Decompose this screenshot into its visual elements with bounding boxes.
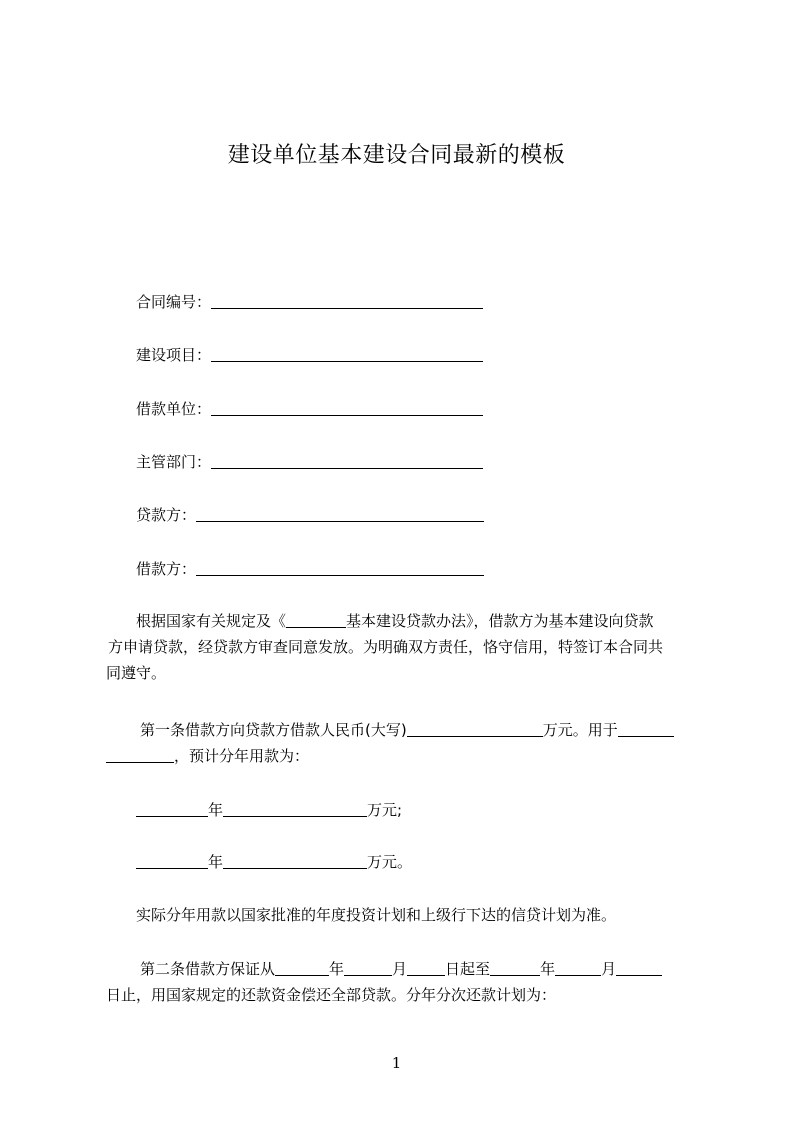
document-title: 建设单位基本建设合同最新的模板: [227, 143, 566, 168]
field-blank: [196, 561, 484, 576]
field-lender: [136, 505, 484, 525]
article-1-text-1: 第一条借款方向贷款方借款人民币(大写): [140, 721, 407, 739]
blank: [223, 802, 367, 817]
day-from-text: 日起至: [445, 960, 491, 978]
blank: [407, 722, 543, 737]
blank: [286, 613, 346, 628]
intro-text-1: 根据国家有关规定及《: [136, 612, 287, 630]
intro-line-3: 同遵守。: [106, 664, 167, 682]
intro-line-2: 方申请贷款，经贷款方审查同意发放。为明确双方责任，恪守信用，特签订本合同共: [108, 638, 664, 656]
field-contract-number: [136, 292, 483, 312]
field-blank: [211, 454, 483, 469]
blank: [490, 961, 540, 976]
year-text: 年: [329, 960, 345, 978]
year-text: 年: [208, 853, 224, 871]
field-blank: [211, 294, 483, 309]
field-blank: [211, 347, 483, 362]
blank: [136, 802, 208, 817]
field-borrowing-unit: [136, 399, 483, 419]
field-label: 借款方：: [136, 560, 197, 578]
field-label: 合同编号：: [136, 293, 212, 311]
blank: [616, 961, 662, 976]
year-text: 年: [540, 960, 556, 978]
field-label: 建设项目：: [136, 346, 212, 364]
month-text: 月: [392, 960, 408, 978]
field-label: 贷款方：: [136, 506, 197, 524]
page-number: 1: [391, 1054, 402, 1072]
article-2-line-2: 日止，用国家规定的还款资金偿还全部贷款。分年分次还款计划为：: [106, 986, 557, 1004]
intro-text-2: 基本建设贷款办法》，借款方为基本建设向贷款: [346, 612, 654, 630]
blank: [344, 961, 392, 976]
amount-text: 万元;: [367, 801, 403, 819]
article-1-line-2: [106, 746, 309, 766]
field-blank: [196, 507, 484, 522]
field-label: 主管部门：: [136, 453, 212, 471]
field-borrower: [136, 559, 484, 579]
blank: [275, 961, 329, 976]
amount-text: 万元。: [367, 853, 413, 871]
blank: [555, 961, 601, 976]
field-construction-project: [136, 345, 483, 365]
blank: [106, 748, 174, 763]
actual-use-line: 实际分年用款以国家批准的年度投资计划和上级行下达的信贷计划为准。: [136, 906, 617, 924]
year-text: 年: [208, 801, 224, 819]
article-1-text-2: 万元。用于: [542, 721, 618, 739]
blank: [618, 722, 674, 737]
year-line-2: [136, 852, 412, 872]
article-1-line-1: [140, 720, 674, 740]
field-supervising-dept: [136, 452, 483, 472]
article-2-line-1: [140, 959, 662, 979]
field-label: 借款单位：: [136, 400, 212, 418]
month-text: 月: [601, 960, 617, 978]
blank: [407, 961, 445, 976]
intro-line-1: [136, 611, 654, 631]
blank: [223, 854, 367, 869]
article-2-text-1: 第二条借款方保证从: [140, 960, 276, 978]
blank: [136, 854, 208, 869]
field-blank: [211, 401, 483, 416]
article-1-text-3: ，预计分年用款为：: [174, 747, 310, 765]
year-line-1: [136, 800, 402, 820]
